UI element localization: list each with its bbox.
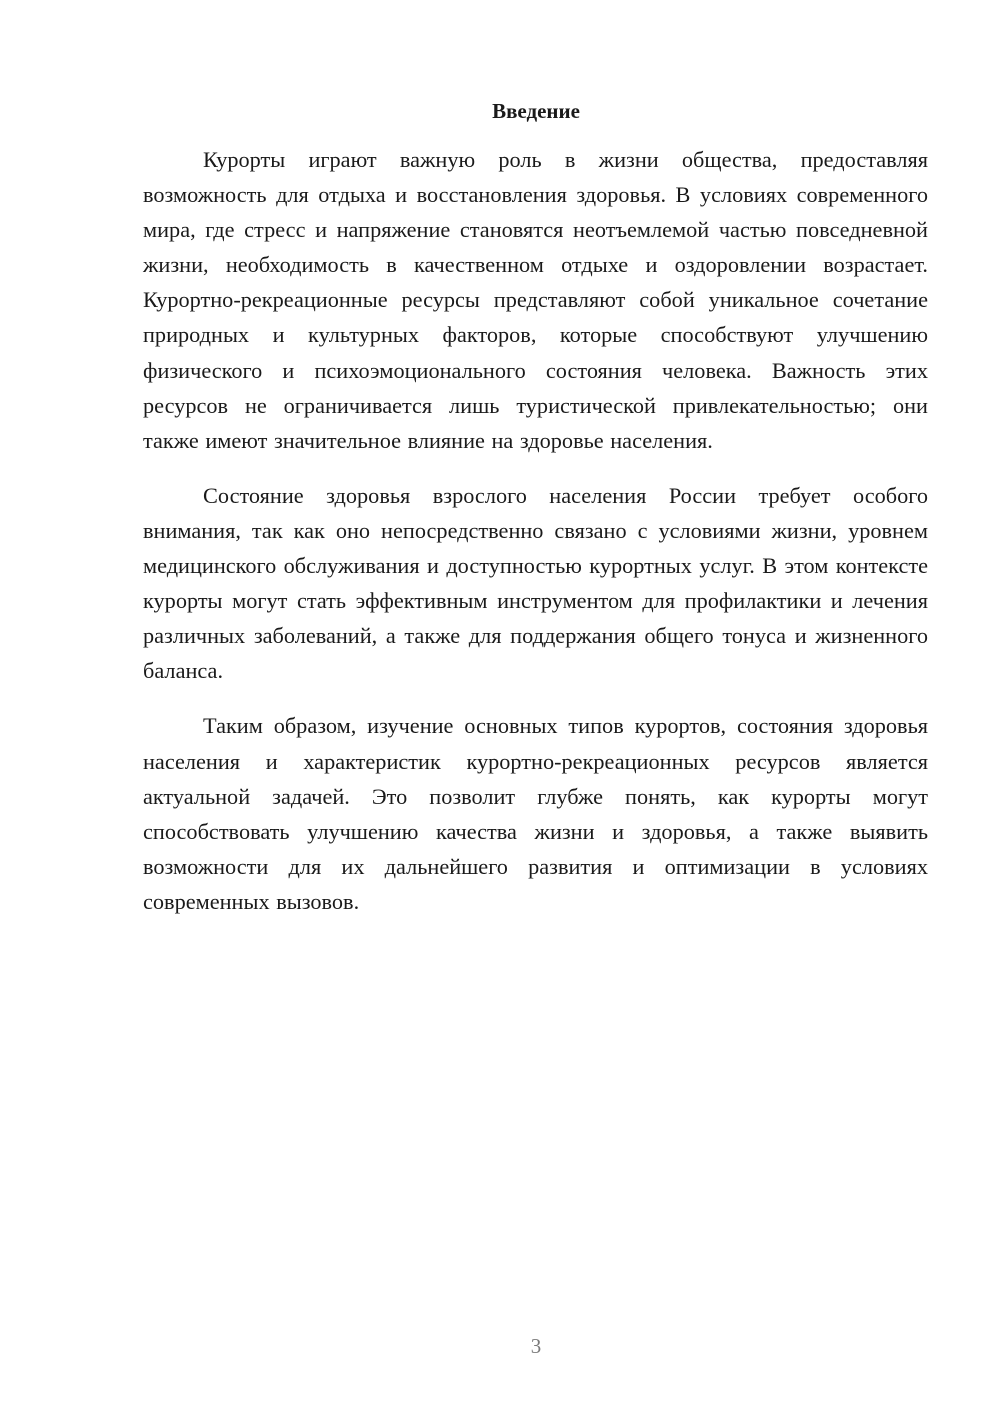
paragraph-3: Таким образом, изучение основных типов курортов, состояния здоровья населения и характеристик курортно-рекреационных ресурсов является актуальной задачей. Это позволит глубже понять, как курорты могут способствовать улучшению качества жизни и здоровья, а также выявить возможности для их дальнейшего развития и оптимизации в условиях современных вызовов. [143,713,928,914]
body-text [143,142,928,939]
page-number: 3 [530,1334,542,1358]
paragraph-1: Курорты играют важную роль в жизни общества, предоставляя возможность для отдыха и восстановления здоровья. В условиях современного мира, где стресс и напряжение становятся неотъемлемой частью повседневной жизни, необходимость в качественном отдыхе и оздоровлении возрастает. Курортно-рекреационные ресурсы представляют собой уникальное сочетание природных и культурных факторов, которые способствуют улучшению физического и психоэмоционального состояния человека. Важность этих ресурсов не ограничивается лишь туристической привлекательностью; они также имеют значительное влияние на здоровье населения. [143,147,928,453]
section-heading: Введение [492,99,580,123]
paragraph-2: Состояние здоровья взрослого населения России требует особого внимания, так как оно непосредственно связано с условиями жизни, уровнем медицинского обслуживания и доступностью курортных услуг. В этом контексте курорты могут стать эффективным инструментом для профилактики и лечения различных заболеваний, а также для поддержания общего тонуса и жизненного баланса. [143,482,928,684]
